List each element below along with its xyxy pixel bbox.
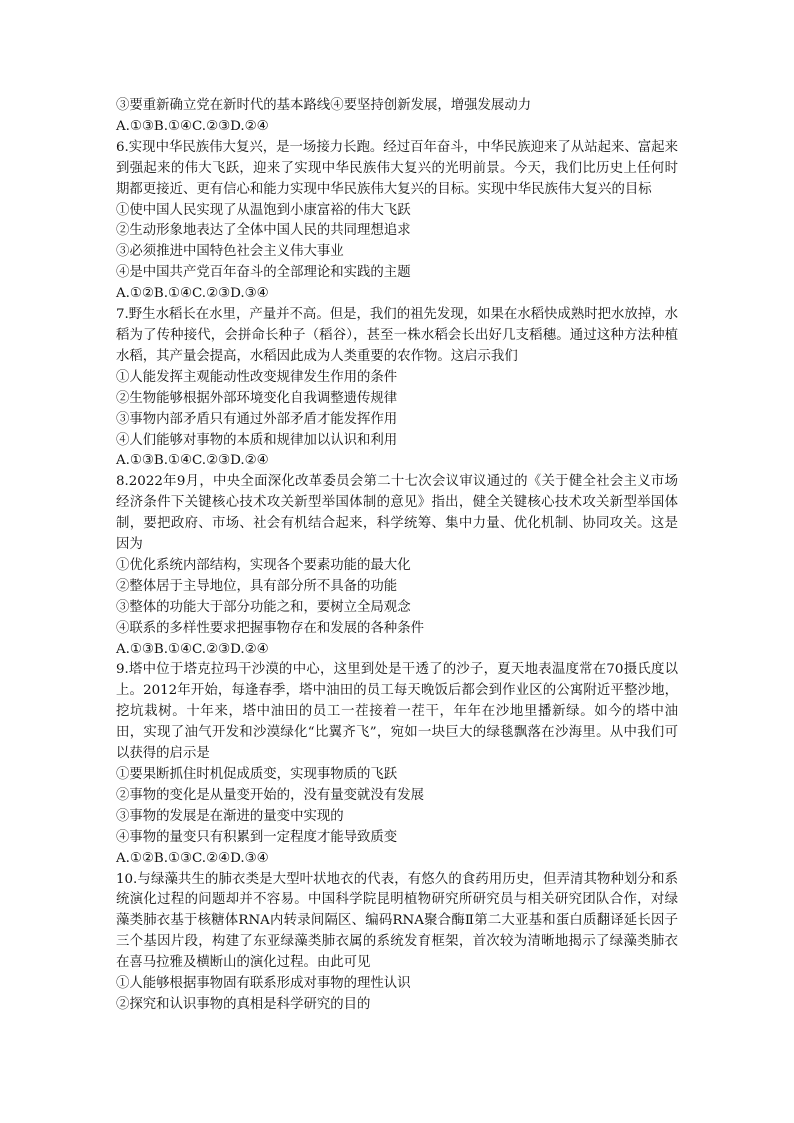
option-line: ④人们能够对事物的本质和规律加以认识和利用 — [116, 432, 398, 448]
question-stem: 10.与绿藻共生的肺衣类是大型叶状地衣的代表，有悠久的食药用历史，但弄清其物种划分和系统演化过程的问题却并不容易。中国科学院昆明植物研究所研究员与相关研究团队合作，对绿藻类肺衣基于核糖体RNA内转录间隔区、编码RNA聚合酶Ⅱ第二大亚基和蛋白质翻译延长因子三个基因片段，构建了东亚绿藻类肺衣属的系统发育框架，首次较为清晰地揭示了绿藻类肺衣在喜马拉雅及横断山的演化过程。由此可见 — [116, 871, 678, 971]
answer-choices: A.①③B.①④C.②③D.②④ — [116, 641, 269, 657]
option-line: ②事物的变化是从量变开始的，没有量变就没有发展 — [116, 787, 424, 803]
option-line: ④联系的多样性要求把握事物存在和发展的各种条件 — [116, 620, 424, 636]
question-9 — [116, 660, 678, 869]
option-line: ①人能够根据事物固有联系形成对事物的理性认识 — [116, 976, 411, 992]
option-line: ②生动形象地表达了全体中国人民的共同理想追求 — [116, 223, 411, 239]
option-line: ②探究和认识事物的真相是科学研究的目的 — [116, 996, 371, 1012]
question-stem: 8.2022年9月，中央全面深化改革委员会第二十七次会议审议通过的《关于健全社会主义市场经济条件下关键核心技术攻关新型举国体制的意见》指出，健全关键核心技术攻关新型举国体制，要把政府、市场、社会有机结合起来，科学统筹、集中力量、优化机制、协同攻关。这是因为 — [116, 474, 678, 553]
question-10 — [116, 870, 678, 1016]
option-line: ③整体的功能大于部分功能之和，要树立全局观念 — [116, 599, 411, 615]
answer-choices: A.①②B.①③C.②④D.③④ — [116, 850, 269, 866]
question-stem: 6.实现中华民族伟大复兴，是一场接力长跑。经过百年奋斗，中华民族迎来了从站起来、富起来到强起来的伟大飞跃，迎来了实现中华民族伟大复兴的光明前景。今天，我们比历史上任何时期都更接近、更有信心和能力实现中华民族伟大复兴的目标。实现中华民族伟大复兴的目标 — [116, 139, 678, 197]
option-line: ②生物能够根据外部环境变化自我调整遗传规律 — [116, 390, 398, 406]
answer-choices: A.①③B.①④C.②③D.②④ — [116, 453, 269, 469]
question-8 — [116, 472, 678, 660]
question-stem: 9.塔中位于塔克拉玛干沙漠的中心，这里到处是干透了的沙子，夏天地表温度常在70摄氏度以上。2012年开始，每逢春季，塔中油田的员工每天晚饭后都会到作业区的公寓附近平整沙地，挖坑栽树。十年来，塔中油田的员工一茬接着一茬干，年年在沙地里播新绿。如今的塔中油田，实现了油气开发和沙漠绿化“比翼齐飞”，宛如一块巨大的绿毯飘落在沙海里。从中我们可以获得的启示是 — [116, 662, 678, 762]
option-line: ③事物的发展是在渐进的量变中实现的 — [116, 808, 344, 824]
option-line: ①优化系统内部结构，实现各个要素功能的最大化 — [116, 557, 411, 573]
option-line: ④事物的量变只有积累到一定程度才能导致质变 — [116, 829, 398, 845]
option-line: ③要重新确立党在新时代的基本路线④要坚持创新发展，增强发展动力 — [116, 98, 532, 113]
option-line: ③必须推进中国特色社会主义伟大事业 — [116, 244, 344, 260]
option-line: ①要果断抓住时机促成质变，实现事物质的飞跃 — [116, 767, 398, 782]
exam-page — [116, 96, 678, 1016]
answer-choices: A.①②B.①④C.②③D.③④ — [116, 286, 269, 302]
option-line: ③事物内部矛盾只有通过外部矛盾才能发挥作用 — [116, 411, 398, 427]
option-line: ②整体居于主导地位，具有部分所不具备的功能 — [116, 578, 398, 594]
option-line: ①使中国人民实现了从温饱到小康富裕的伟大飞跃 — [116, 202, 411, 218]
answer-choices: A.①③B.①④C.②③D.②④ — [116, 118, 269, 134]
question-6 — [116, 138, 678, 305]
question-stem: 7.野生水稻长在水里，产量并不高。但是，我们的祖先发现，如果在水稻快成熟时把水放掉，水稻为了传种接代，会拼命长种子（稻谷），甚至一株水稻会长出好几支稻穗。通过这种方法种植水稻，其产量会提高，水稻因此成为人类重要的农作物。这启示我们 — [116, 307, 678, 364]
question-7 — [116, 305, 678, 472]
option-line: ④是中国共产党百年奋斗的全部理论和实践的主题 — [116, 265, 411, 281]
option-line: ①人能发挥主观能动性改变规律发生作用的条件 — [116, 369, 398, 385]
